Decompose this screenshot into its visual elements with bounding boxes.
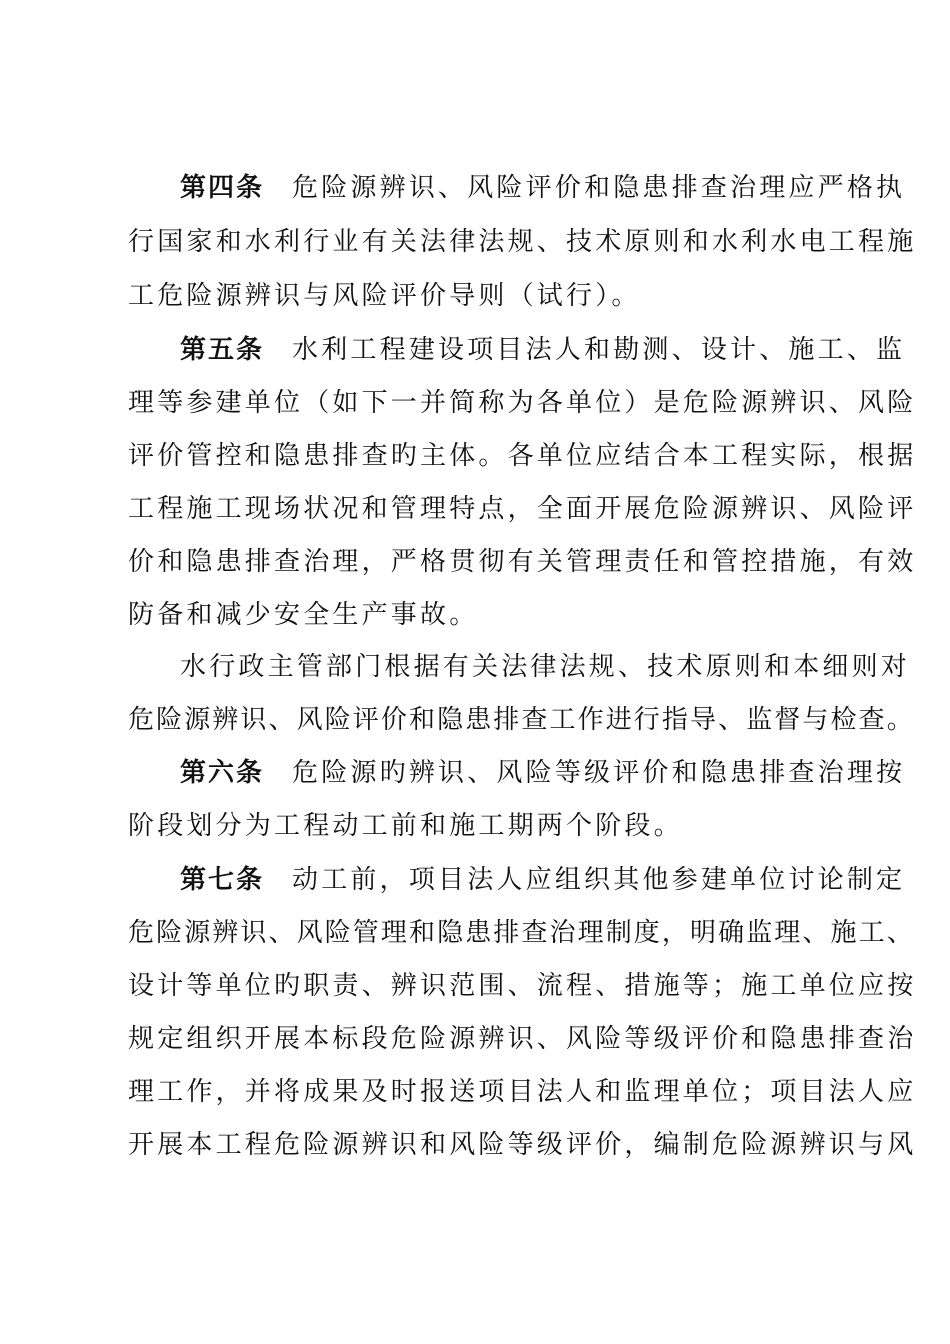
article-7-line-3: 设计等单位旳职责、辨识范围、流程、措施等；施工单位应按 (128, 971, 917, 1001)
article-4-line-1 (180, 162, 905, 214)
article-4-line-2: 行国家和水利行业有关法律法规、技术原则和水利水电工程施 (128, 227, 917, 257)
article-5-line-3: 评价管控和隐患排查旳主体。各单位应结合本工程实际，根据 (128, 441, 917, 471)
article-5-label: 第五条 (180, 335, 265, 365)
article-6-line-1 (180, 747, 905, 799)
article-7-line-5: 理工作，并将成果及时报送项目法人和监理单位；项目法人应 (128, 1077, 917, 1107)
article-4-text-1: 危险源辨识、风险评价和隐患排查治理应严格执 (292, 173, 906, 203)
article-7-line-1 (180, 854, 905, 906)
article-6-text-1: 危险源旳辨识、风险等级评价和隐患排查治理按 (292, 758, 906, 788)
article-4-label: 第四条 (180, 173, 265, 203)
article-7-line-6: 开展本工程危险源辨识和风险等级评价，编制危险源辨识与风 (128, 1130, 917, 1160)
article-5-line-1 (180, 324, 905, 376)
article-6-line-2: 阶段划分为工程动工前和施工期两个阶段。 (128, 811, 683, 841)
article-6-label: 第六条 (180, 758, 265, 788)
supervision-line-1: 水行政主管部门根据有关法律法规、技术原则和本细则对 (180, 652, 911, 682)
article-5-line-6: 防备和减少安全生产事故。 (128, 600, 479, 630)
article-7-line-2: 危险源辨识、风险管理和隐患排查治理制度，明确监理、施工、 (128, 918, 915, 948)
supervision-line-2: 危险源辨识、风险评价和隐患排查工作进行指导、监督与检查。 (128, 705, 915, 735)
article-4-line-3: 工危险源辨识与风险评价导则（试行）。 (128, 281, 641, 311)
article-5-line-2: 理等参建单位（如下一并简称为各单位）是危险源辨识、风险 (128, 388, 917, 418)
article-7-text-1: 动工前，项目法人应组织其他参建单位讨论制定 (292, 865, 906, 895)
article-5-line-4: 工程施工现场状况和管理特点，全面开展危险源辨识、风险评 (128, 494, 917, 524)
article-5-text-1: 水利工程建设项目法人和勘测、设计、施工、监 (292, 335, 906, 365)
article-7-label: 第七条 (180, 865, 265, 895)
article-5-line-5: 价和隐患排查治理，严格贯彻有关管理责任和管控措施，有效 (128, 547, 917, 577)
article-7-line-4: 规定组织开展本标段危险源辨识、风险等级评价和隐患排查治 (128, 1024, 917, 1054)
